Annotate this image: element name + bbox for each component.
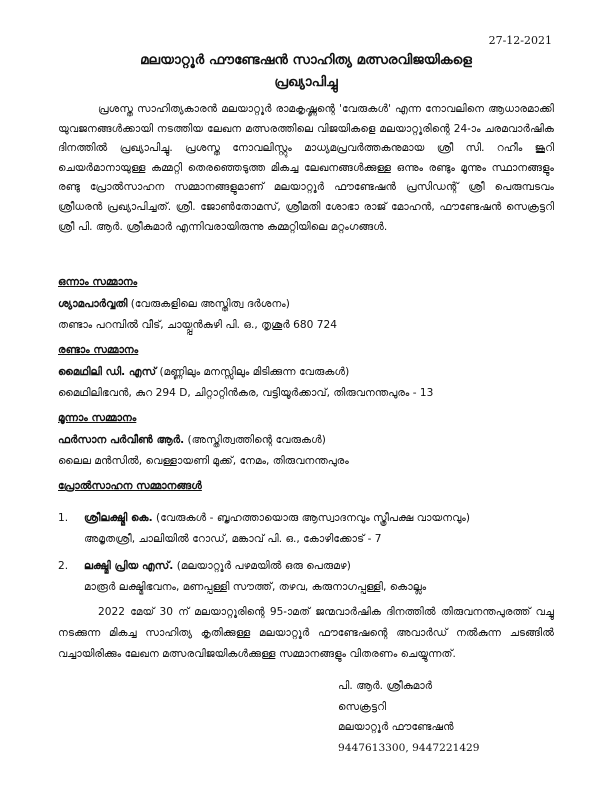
third-prize-winner [58, 430, 558, 451]
contact-phone: 9447613300, 9447221429 [338, 741, 480, 754]
consolation-number: 2. [58, 560, 69, 572]
intro-paragraph: പ്രശസ്ത സാഹിത്യകാരൻ മലയാറ്റൂർ രാമകൃഷ്ണന്റെ 'വേരുകൾ' എന്ന നോവലിനെ ആധാരമാക്കി യുവജനങ്ങൾക്കായി നടത്തിയ ലേഖന മത്സരത്തിലെ വിജയികളെ മലയാറ്റൂരിന്റെ 24-ാം ചരമവാർഷിക ദിനത്തിൽ പ്രഖ്യാപിച്ചു. പ്രശസ്ത നോവലിസ്റ്റും മാധ്യമപ്രവർത്തകനുമായ ശ്രീ സി. റഹീം ജൂറി ചെയർമാനായുള്ള കമ്മറ്റി തെരഞ്ഞെടുത്ത മികച്ച ലേഖനങ്ങൾക്കുള്ള ഒന്നും രണ്ടും മൂന്നും സ്ഥാനങ്ങളും രണ്ടു പ്രോൽസാഹന സമ്മാനങ്ങളുമാണ് മലയാറ്റൂർ ഫൗണ്ടേഷൻ പ്രസിഡന്റ് ശ്രീ പെരുമ്പടവം ശ്രീധരൻ പ്രഖ്യാപിച്ചത്. ശ്രീ. ജോൺതോമസ്, ശ്രീമതി ശോഭാ രാജ് മോഹൻ, ഫൗണ്ടേഷൻ സെക്രട്ടറി ശ്രീ പി. ആർ. ശ്രീകുമാർ എന്നിവരായിരുന്നു കമ്മറ്റിയിലെ മറ്റംഗങ്ങൾ. [58, 103, 554, 233]
second-prize-address: മൈഥിലിഭവൻ, കുറ 294 D, ചിറ്റാറ്റിൻകര, വട്ടിയൂർക്കാവ്, തിരുവനന്തപുരം - 13 [58, 387, 434, 399]
consolation-address: അമൃതശ്രീ, ചാലിയിൽ റോഡ്, മങ്കാവ് പി. ഒ., കോഴിക്കോട് - 7 [84, 533, 382, 545]
first-prize-name: ശ്യാമപാർവ്വതി [58, 298, 128, 310]
consolation-name: ലക്ഷ്മി പ്രിയ എസ്. [84, 560, 174, 572]
consolation-number: 1. [58, 512, 69, 524]
first-prize-essay: (വേരുകളിലെ അസ്തിത്വ ദർശനം) [127, 298, 290, 310]
third-prize-section [58, 412, 558, 472]
consolation-essay: (മലയാറ്റൂർ പഴമയിൽ ഒരു പെരുമഴ) [173, 560, 351, 572]
second-prize-section [58, 344, 558, 404]
third-prize-name: ഫർസാന പർവീൺ ആർ. [58, 434, 185, 446]
document-title-line2: പ്രഖ്യാപിച്ചു [274, 74, 338, 90]
first-prize-section [58, 276, 558, 336]
consolation-item [58, 556, 558, 598]
signatory-role: സെക്രട്ടറി [338, 700, 386, 713]
second-prize-heading: രണ്ടാം സമ്മാനം [58, 344, 139, 356]
third-prize-essay: (അസ്തിത്വത്തിന്റെ വേരുകൾ) [184, 434, 326, 446]
signatory-name: പി. ആർ. ശ്രീകുമാർ [338, 680, 433, 692]
consolation-winner [58, 508, 558, 529]
second-prize-name: മൈഥിലി ഡി. എസ് [58, 366, 157, 378]
closing-paragraph: 2022 മേയ് 30 ന് മലയാറ്റൂരിന്റെ 95-ാമത് ജന്മവാർഷിക ദിനത്തിൽ തിരുവനന്തപുരത്ത് വച്ചു നടക്കുന്ന മികച്ച സാഹിത്യ കൃതിക്കുള്ള മലയാറ്റൂർ ഫൗണ്ടേഷന്റെ അവാർഡ് നൽകുന്ന ചടങ്ങിൽ വച്ചായിരിക്കും ലേഖന മത്സരവിജയികൾക്കുള്ള സമ്മാനങ്ങളും വിതരണം ചെയ്യുന്നത്. [58, 606, 554, 660]
third-prize-heading: മൂന്നാം സമ്മാനം [58, 412, 137, 424]
consolation-name: ശ്രീലക്ഷ്മി കെ. [84, 512, 153, 524]
consolation-address: മാരൂർ ലക്ഷ്മിഭവനം, മണപ്പള്ളി സൗത്ത്, തഴവ, കരുനാഗപ്പള്ളി, കൊല്ലം [84, 581, 427, 593]
first-prize-heading: ഒന്നാം സമ്മാനം [58, 276, 138, 288]
second-prize-essay: (മണ്ണിലും മനസ്സിലും മിടിക്കുന്ന വേരുകൾ) [156, 366, 350, 378]
signature-block [338, 676, 480, 758]
consolation-section [58, 480, 558, 498]
first-prize-winner [58, 294, 558, 315]
first-prize-address: തണ്ടാം പറമ്പിൽ വീട്, ചായ്പ്പൻകുഴി പി. ഒ., തൃശൂർ 680 724 [58, 319, 337, 331]
consolation-item [58, 508, 558, 550]
third-prize-address: ലൈല മൻസിൽ, വെള്ളായണി മുക്ക്, നേമം, തിരുവനന്തപുരം [58, 455, 349, 467]
signatory-organization: മലയാറ്റൂർ ഫൗണ്ടേഷൻ [338, 721, 454, 733]
consolation-essay: (വേരുകൾ - ബൃഹത്തായൊരു ആസ്വാദനവും സ്ത്രീപക്ഷ വായനവും) [152, 512, 471, 524]
document-title: മലയാറ്റൂർ ഫൗണ്ടേഷൻ സാഹിത്യ മത്സരവിജയികളെ [140, 52, 472, 68]
document-date: 27-12-2021 [488, 34, 552, 47]
second-prize-winner [58, 362, 558, 383]
consolation-winner [58, 556, 558, 577]
consolation-heading: പ്രോൽസാഹന സമ്മാനങ്ങൾ [58, 480, 202, 492]
